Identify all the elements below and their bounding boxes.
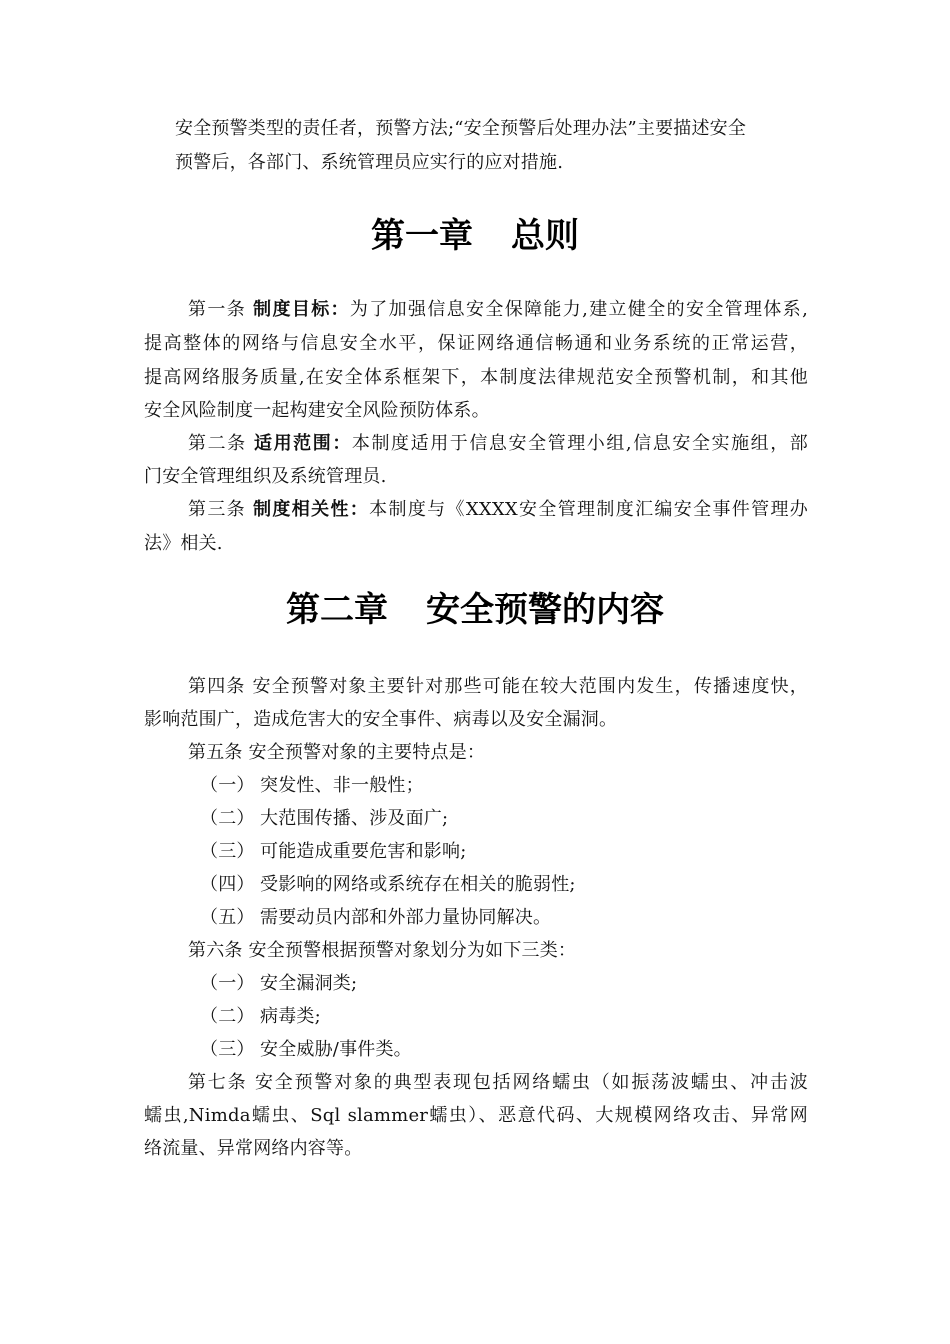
intro-line-2: 预警后，各部门、系统管理员应实行的应对措施.: [175, 152, 564, 173]
article-2-line-1: [188, 431, 808, 457]
list-item-text: 需要动员内部和外部力量协同解决。: [260, 907, 552, 928]
article-1-line-1: [188, 297, 808, 323]
article-4-line-2: 影响范围广，造成危害大的安全事件、病毒以及安全漏洞。: [144, 709, 618, 730]
article-1-line-2: 提高整体的网络与信息安全水平，保证网络通信畅通和业务系统的正常运营，: [144, 333, 808, 354]
chapter-2-number: 第二章: [286, 590, 388, 630]
article-2-text: 本制度适用于信息安全管理小组,信息安全实施组，部: [351, 433, 809, 454]
chapter-1-title: 总则: [511, 216, 579, 256]
list-item-text: 突发性、非一般性；: [260, 775, 424, 796]
list-item-text: 安全威胁/事件类。: [260, 1039, 412, 1060]
article-5-item-1: [200, 773, 424, 799]
article-4-line-1: 第四条 安全预警对象主要针对那些可能在较大范围内发生，传播速度快，: [188, 676, 808, 697]
article-1-label: 第一条: [188, 299, 247, 320]
chapter-1-heading: [0, 214, 950, 258]
article-7-line-2: 蠕虫,Nimda蠕虫、Sql slammer蠕虫）、恶意代码、大规模网络攻击、异常网: [144, 1105, 808, 1126]
list-item-number: （二）: [200, 1006, 255, 1027]
article-1-line-4: 安全风险制度一起构建安全风险预防体系。: [144, 400, 490, 421]
article-2-term: 适用范围：: [254, 433, 352, 454]
article-5-item-5: [200, 905, 551, 931]
article-6-line-1: 第六条 安全预警根据预警对象划分为如下三类：: [188, 940, 577, 961]
article-6-item-2: [200, 1004, 321, 1030]
article-2-line-2: 门安全管理组织及系统管理员.: [144, 466, 387, 487]
article-5-line-1: 第五条 安全预警对象的主要特点是：: [188, 742, 486, 763]
article-5-item-3: [200, 839, 466, 865]
article-5-item-4: [200, 872, 576, 898]
chapter-2-heading: [0, 588, 950, 632]
chapter-1-number: 第一章: [371, 216, 473, 256]
article-6-item-1: [200, 971, 357, 997]
list-item-number: （五）: [200, 907, 255, 928]
article-1-text: 为了加强信息安全保障能力,建立健全的安全管理体系,: [349, 299, 808, 320]
list-item-text: 可能造成重要危害和影响;: [260, 841, 467, 862]
article-3-line-2: 法》相关.: [144, 533, 223, 554]
article-3-text: 本制度与《XXXX安全管理制度汇编安全事件管理办: [369, 499, 808, 520]
list-item-number: （三）: [200, 841, 255, 862]
article-3-line-1: [188, 497, 808, 523]
article-5-item-2: [200, 806, 448, 832]
article-3-label: 第三条: [188, 499, 247, 520]
article-7-line-1: 第七条 安全预警对象的典型表现包括网络蠕虫（如振荡波蠕虫、冲击波: [188, 1072, 808, 1093]
intro-line-1: 安全预警类型的责任者，预警方法;“安全预警后处理办法”主要描述安全: [175, 118, 747, 139]
list-item-number: （二）: [200, 808, 255, 829]
article-1-term: 制度目标：: [253, 299, 350, 320]
article-7-line-3: 络流量、异常网络内容等。: [144, 1138, 363, 1159]
chapter-2-title: 安全预警的内容: [426, 590, 664, 630]
list-item-text: 大范围传播、涉及面广;: [260, 808, 449, 829]
article-2-label: 第二条: [188, 433, 247, 454]
article-3-term: 制度相关性：: [253, 499, 370, 520]
list-item-number: （四）: [200, 874, 255, 895]
list-item-text: 病毒类;: [260, 1006, 321, 1027]
list-item-text: 安全漏洞类;: [260, 973, 358, 994]
list-item-number: （三）: [200, 1039, 255, 1060]
article-1-line-3: 提高网络服务质量,在安全体系框架下，本制度法律规范安全预警机制，和其他: [144, 367, 808, 388]
article-6-item-3: [200, 1037, 412, 1063]
list-item-number: （一）: [200, 775, 255, 796]
list-item-number: （一）: [200, 973, 255, 994]
list-item-text: 受影响的网络或系统存在相关的脆弱性;: [260, 874, 576, 895]
